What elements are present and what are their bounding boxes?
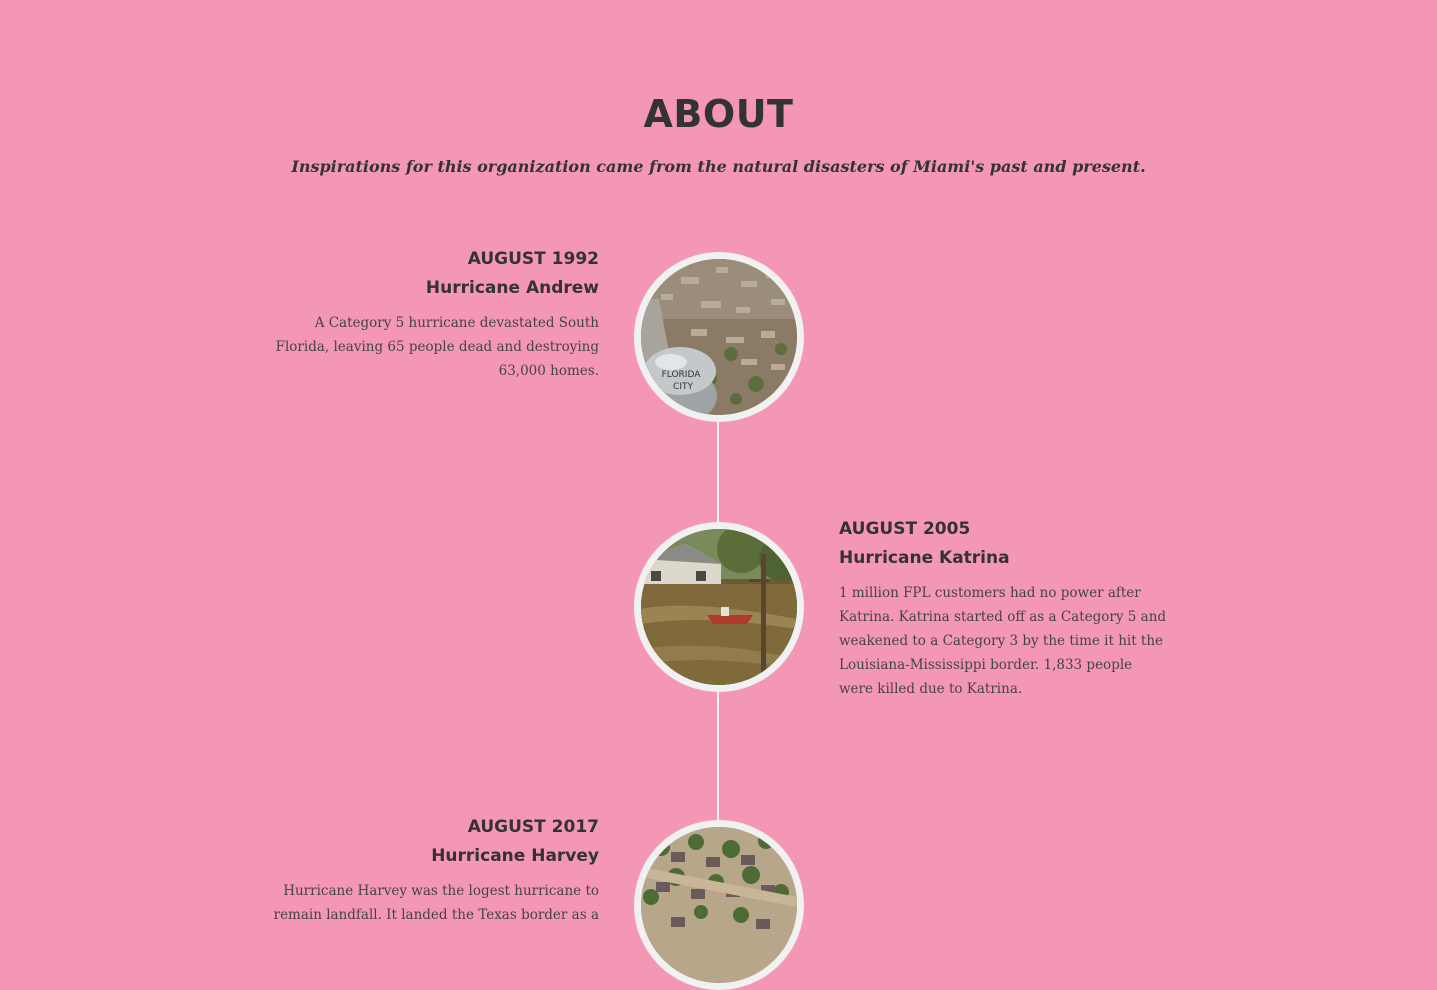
event-description: 1 million FPL customers had no power after Katrina. Katrina started off as a Category 5 and weakened to a Category 3 by the time it hit the Louisiana-Mississippi border. 1,833 people were killed due to Katrina. <box>839 585 1167 697</box>
event-name: Hurricane Harvey <box>431 846 599 866</box>
timeline-event-katrina <box>839 515 1169 701</box>
event-date: AUGUST 1992 <box>467 249 599 269</box>
timeline-event-andrew <box>269 245 599 383</box>
event-description: A Category 5 hurricane devastated South Florida, leaving 65 people dead and destroying 63,000 homes. <box>275 315 599 379</box>
section-subtitle: Inspirations for this organization came from the natural disasters of Miami's past and present. <box>291 157 1146 176</box>
hurricane-katrina-photo <box>634 522 804 692</box>
hurricane-harvey-photo <box>634 820 804 990</box>
water-tower-text: FLORIDA <box>661 370 701 380</box>
section-title: ABOUT <box>643 92 794 136</box>
event-name: Hurricane Katrina <box>839 548 1010 568</box>
timeline-event-harvey <box>269 813 599 927</box>
event-date: AUGUST 2017 <box>467 817 599 837</box>
svg-text:CITY: CITY <box>673 382 693 392</box>
event-description: Hurricane Harvey was the logest hurricane to remain landfall. It landed the Texas border as a <box>273 883 599 923</box>
event-date: AUGUST 2005 <box>839 519 971 539</box>
hurricane-andrew-photo <box>634 252 804 422</box>
event-name: Hurricane Andrew <box>425 278 599 298</box>
